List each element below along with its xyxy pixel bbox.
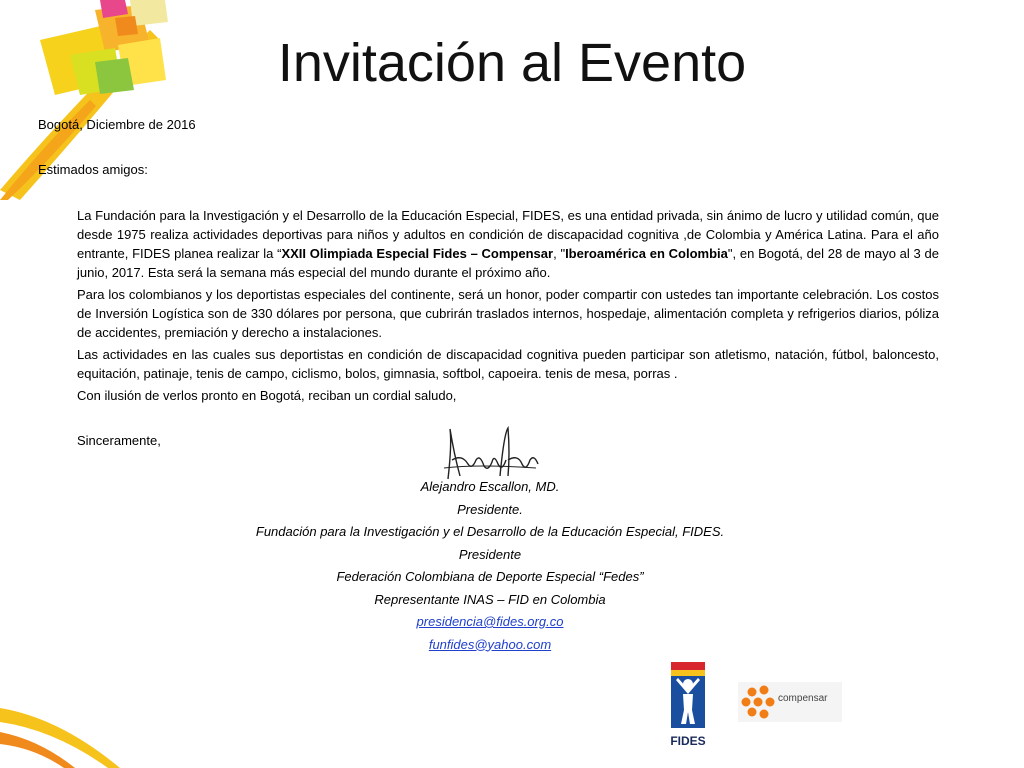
signatory-name: Alejandro Escallon, MD.	[420, 479, 560, 494]
paragraph-intro-part: , "	[553, 246, 566, 261]
email-link[interactable]: funfides@yahoo.com	[428, 636, 552, 652]
email-link[interactable]: presidencia@fides.org.co	[416, 614, 564, 629]
event-subtitle: Iberoamérica en Colombia	[565, 246, 728, 261]
closing: Sinceramente,	[77, 433, 161, 448]
handwritten-signature	[438, 424, 542, 484]
signatory-role: Presidente	[458, 546, 522, 562]
paragraph-farewell: Con ilusión de verlos pronto en Bogotá, reciban un cordial saludo,	[77, 388, 457, 403]
svg-text:compensar: compensar	[778, 693, 828, 704]
paragraph-intro	[77, 206, 939, 282]
paragraph-activities: Las actividades en las cuales sus deportistas en condición de discapacidad cognitiva pueden participar son atletismo, natación, fútbol, baloncesto, equitación, patinaje, tenis de campo, ciclismo, bolos, gimnasia, softbol, capoeira. tenis de mesa, porras .	[77, 347, 939, 381]
page-title: Invitación al Evento	[277, 33, 747, 93]
corner-decoration-bottom	[0, 688, 160, 768]
svg-text:FIDES: FIDES	[670, 734, 706, 748]
greeting: Estimados amigos:	[38, 162, 148, 177]
signatory-organization: Federación Colombiana de Deporte Especial “Fedes”	[336, 569, 644, 584]
compensar-logo	[738, 682, 842, 722]
paragraph-costs: Para los colombianos y los deportistas especiales del continente, será un honor, poder compartir con ustedes tan importante celebración. Los costos de Inversión Logística son de 330 dólares por persona, que cubrirán traslados internos, hospedaje, alimentación completa y refrigerios diarios, póliza de accidentes, premiación y derecho a instalaciones.	[77, 287, 939, 340]
date-line: Bogotá, Diciembre de 2016	[38, 117, 196, 132]
signature-block	[0, 476, 980, 656]
fides-logo	[668, 660, 708, 750]
event-name: XXII Olimpiada Especial Fides – Compensar	[281, 246, 554, 261]
signatory-role: Representante INAS – FID en Colombia	[374, 591, 606, 607]
signatory-organization: Fundación para la Investigación y el Desarrollo de la Educación Especial, FIDES.	[255, 524, 725, 539]
signatory-role: Presidente.	[457, 501, 523, 517]
paragraph-intro-part: ", en Bogotá, del 28 de mayo al 3 de junio, 2017. Esta será la semana más especial del mundo durante el próximo año.	[77, 246, 939, 280]
paragraph-intro-part: La Fundación para la Investigación y el Desarrollo de la Educación Especial, FIDES, es una entidad privada, sin ánimo de lucro y utilidad común, que desde 1975 realiza actividades deportivas para niños y adultos en condición de discapacidad cognitiva ,de Colombia y América Latina. Para el año entrante, FIDES planea realizar la “	[77, 208, 939, 261]
